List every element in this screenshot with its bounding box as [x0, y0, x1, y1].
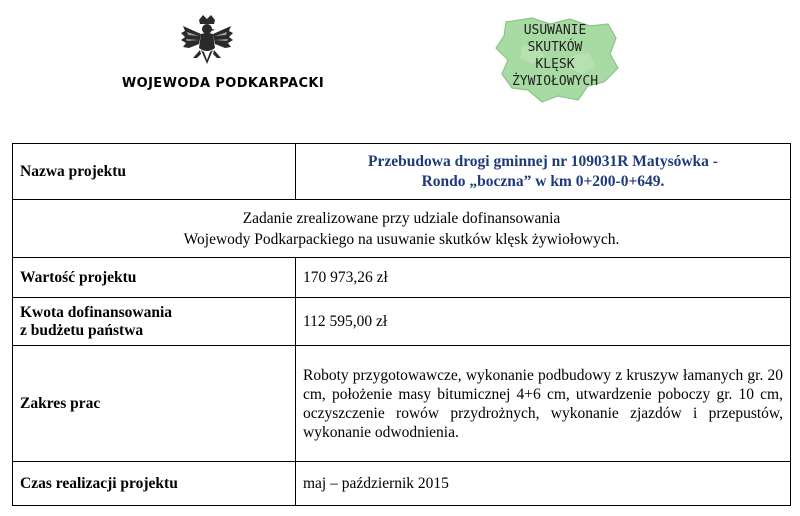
logo-line-1: USUWANIE [523, 23, 587, 38]
funding-label [13, 298, 296, 346]
scope-value: Roboty przygotowawcze, wykonanie podbudowy z kruszyw łamanych gr. 20 cm, położenie masy bitumicznej 4+6 cm, utwardzenie poboczy gr. 10 cm, oczyszczenie rowów przydrożnych, wykonanie zjazdów i przepustów, wykonanie odwodnienia. [296, 346, 791, 462]
funding-label-line-1: Kwota dofinansowania [20, 303, 173, 321]
project-name-label: Nazwa projektu [13, 144, 296, 200]
funding-amount: 112 595,00 zł [296, 298, 791, 346]
duration-value: maj – październik 2015 [296, 462, 791, 506]
funding-note [13, 200, 791, 258]
table-row-project-value [13, 258, 791, 298]
project-value-amount: 170 973,26 zł [296, 258, 791, 298]
project-value-label: Wartość projektu [13, 258, 296, 298]
project-name-line-1: Przebudowa drogi gminnej nr 109031R Matysówka - [368, 152, 718, 170]
funding-note-line-1: Zadanie zrealizowane przy udziale dofinansowania [242, 209, 561, 227]
project-name-value [296, 144, 791, 200]
wojewoda-logo-text: WOJEWODA PODKARPACKI [121, 76, 325, 91]
table-row-note [13, 200, 791, 258]
page-header [0, 0, 800, 140]
project-info-table [12, 143, 791, 506]
logo-line-4: ŻYWIOŁOWYCH [511, 74, 599, 89]
project-name-line-2: Rondo „boczna” w km 0+200-0+649. [421, 172, 665, 190]
funding-note-line-2: Wojewody Podkarpackiego na usuwanie skutków klęsk żywiołowych. [183, 230, 620, 248]
scope-label: Zakres prac [13, 346, 296, 462]
eagle-emblem-icon [179, 14, 235, 72]
table-row-project-name [13, 144, 791, 200]
table-row-funding [13, 298, 791, 346]
wojewoda-logo [92, 14, 354, 98]
table-row-duration [13, 462, 791, 506]
duration-label: Czas realizacji projektu [13, 462, 296, 506]
logo-line-2: SKUTKÓW [527, 40, 583, 55]
usuwanie-skutkow-text [470, 22, 640, 90]
logo-line-3: KLĘSK [535, 57, 575, 72]
usuwanie-skutkow-logo [470, 14, 640, 104]
funding-label-line-2: z budżetu państwa [20, 321, 144, 339]
table-row-scope [13, 346, 791, 462]
